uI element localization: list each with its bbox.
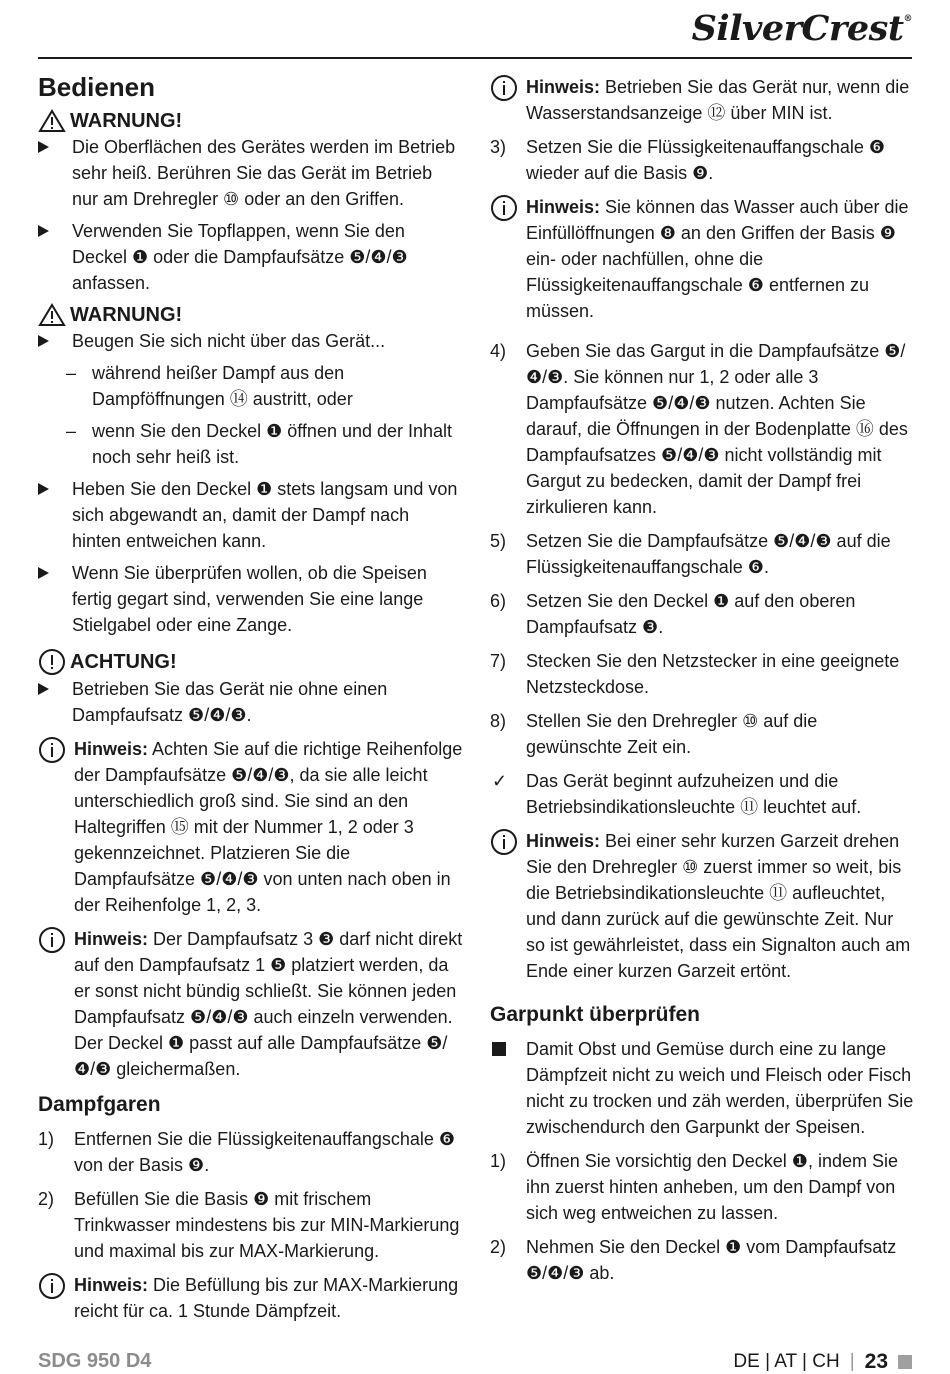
page-marker-icon — [898, 1355, 912, 1369]
sub-list-item: – wenn Sie den Deckel ❶ öffnen und der Inhalt noch sehr heiß ist. — [66, 421, 453, 467]
note-block: Hinweis: Achten Sie auf die richtige Reihenfolge der Dampfaufsätze ❺/❹/❸, da sie alle leicht unterschiedlich groß sind. Sie sind an den Haltegriffen ⑮ mit der Nummer 1, 2 oder 3 gekennzeichnet. Platzieren Sie die Dampfaufsätze ❺/❹/❸ von unten nach oben in der Reihenfolge 1, 2, 3. — [38, 736, 463, 918]
list-item: Wenn Sie überprüfen wollen, ob die Speisen fertig gegart sind, verwenden Sie eine lange Stielgabel oder eine Zange. — [38, 560, 463, 638]
left-column — [38, 70, 463, 1332]
step-item: 1) Entfernen Sie die Flüssigkeitenauffangschale ❻ von der Basis ❾. — [38, 1129, 456, 1175]
footer-divider: | — [849, 1351, 855, 1372]
step-item: 8) Stellen Sie den Drehregler ⑩ auf die gewünschte Zeit ein. — [490, 711, 818, 757]
intro-item: Damit Obst und Gemüse durch eine zu lange Dämpfzeit nicht zu weich und Fleisch oder Fisch nicht zu trocken und zäh werden, überprüfen Sie zwischendurch den Garpunkt der Speisen. — [490, 1036, 915, 1140]
arrow-bullet-icon — [38, 225, 49, 237]
warning-triangle-icon — [38, 303, 66, 327]
language-codes: DE | AT | CH — [733, 1351, 840, 1372]
info-icon — [490, 828, 518, 856]
note-block: Hinweis: Sie können das Wasser auch über die Einfüllöffnungen ❽ an den Griffen der Basis ❾ ein- oder nachfüllen, ohne die Flüssigkeitenauffangschale ❻ entfernen zu müssen. — [490, 194, 915, 324]
warning-triangle-icon — [38, 109, 66, 133]
exclamation-circle-icon — [38, 648, 66, 676]
arrow-bullet-icon — [38, 335, 49, 347]
page-number: 23 — [864, 1350, 888, 1373]
sub-list-item: – während heißer Dampf aus den Dampföffnungen ⑭ austritt, oder — [66, 363, 353, 409]
step-item: 7) Stecken Sie den Netzstecker in eine geeignete Netzsteckdose. — [490, 651, 900, 697]
arrow-bullet-icon — [38, 141, 49, 153]
info-icon — [38, 736, 66, 764]
right-column — [490, 70, 915, 1294]
step-item: 5) Setzen Sie die Dampfaufsätze ❺/❹/❸ auf die Flüssigkeitenauffangschale ❻. — [490, 531, 891, 577]
info-icon — [38, 1272, 66, 1300]
list-item: Verwenden Sie Topflappen, wenn Sie den Deckel ❶ oder die Dampfaufsätze ❺/❹/❸ anfassen. — [38, 218, 463, 296]
note-block: Hinweis: Bei einer sehr kurzen Garzeit drehen Sie den Drehregler ⑩ zuerst immer so weit, bis die Betriebsindikationsleuchte ⑪ aufleuchtet, und dann zurück auf die gewünschte Zeit. Nur so ist gewährleistet, dass ein Signalton auch am Ende einer kurzen Garzeit ertönt. — [490, 828, 915, 984]
warning-heading: WARNUNG! — [38, 108, 463, 134]
note-block: Hinweis: Der Dampfaufsatz 3 ❸ darf nicht direkt auf den Dampfaufsatz 1 ❺ platziert werden, da er sonst nicht bündig schließt. Sie können jeden Dampfaufsatz ❺/❹/❸ auch einzeln verwenden. Der Deckel ❶ passt auf alle Dampfaufsätze ❺/❹/❸ gleichermaßen. — [38, 926, 463, 1082]
header-rule — [38, 57, 912, 59]
warning-heading: WARNUNG! — [38, 302, 463, 328]
list-item: Beugen Sie sich nicht über das Gerät... — [38, 328, 463, 354]
step-item: 1) Öffnen Sie vorsichtig den Deckel ❶, indem Sie ihn zuerst hinten anheben, um den Dampf von sich weg entweichen zu lassen. — [490, 1151, 898, 1223]
step-item: 2) Nehmen Sie den Deckel ❶ vom Dampfaufsatz ❺/❹/❸ ab. — [490, 1237, 897, 1283]
page-title: Bedienen — [38, 72, 156, 102]
section-heading: Dampfgaren — [38, 1093, 161, 1116]
square-bullet-icon — [492, 1042, 506, 1056]
caution-heading: ACHTUNG! — [38, 648, 463, 676]
step-item: 3) Setzen Sie die Flüssigkeitenauffangschale ❻ wieder auf die Basis ❾. — [490, 137, 886, 183]
result-item: ✓ Das Gerät beginnt aufzuheizen und die Betriebsindikationsleuchte ⑪ leuchtet auf. — [490, 768, 915, 820]
step-item: 6) Setzen Sie den Deckel ❶ auf den oberen Dampfaufsatz ❸. — [490, 591, 856, 637]
note-block: Hinweis: Die Befüllung bis zur MAX-Markierung reicht für ca. 1 Stunde Dämpfzeit. — [38, 1272, 463, 1324]
checkmark-icon: ✓ — [492, 771, 508, 791]
info-icon — [490, 74, 518, 102]
model-number: SDG 950 D4 — [38, 1350, 152, 1372]
info-icon — [490, 194, 518, 222]
brand-logo: SilverCrest® — [691, 8, 912, 49]
list-item: Die Oberflächen des Gerätes werden im Betrieb sehr heiß. Berühren Sie das Gerät im Betrieb nur am Drehregler ⑩ oder an den Griffen. — [38, 134, 463, 212]
info-icon — [38, 926, 66, 954]
page-footer — [733, 1350, 912, 1374]
note-block: Hinweis: Betrieben Sie das Gerät nur, wenn die Wasserstandsanzeige ⑫ über MIN ist. — [490, 74, 915, 126]
section-heading: Garpunkt überprüfen — [490, 1003, 701, 1026]
step-item: 2) Befüllen Sie die Basis ❾ mit frischem Trinkwasser mindestens bis zur MIN-Markierung und maximal bis zur MAX-Markierung. — [38, 1189, 460, 1261]
list-item: Heben Sie den Deckel ❶ stets langsam und von sich abgewandt an, damit der Dampf nach hinten entweichen kann. — [38, 476, 463, 554]
step-item: 4) Geben Sie das Gargut in die Dampfaufsätze ❺/❹/❸. Sie können nur 1, 2 oder alle 3 Dampfaufsätze ❺/❹/❸ nutzen. Achten Sie darauf, die Öffnungen in der Bodenplatte ⑯ des Dampfaufsatzes ❺/❹/❸ nicht vollständig mit Gargut zu bedecken, damit der Dampf frei zirkulieren kann. — [490, 341, 908, 517]
list-item: Betrieben Sie das Gerät nie ohne einen Dampfaufsatz ❺/❹/❸. — [38, 676, 463, 728]
arrow-bullet-icon — [38, 483, 49, 495]
arrow-bullet-icon — [38, 567, 49, 579]
arrow-bullet-icon — [38, 683, 49, 695]
